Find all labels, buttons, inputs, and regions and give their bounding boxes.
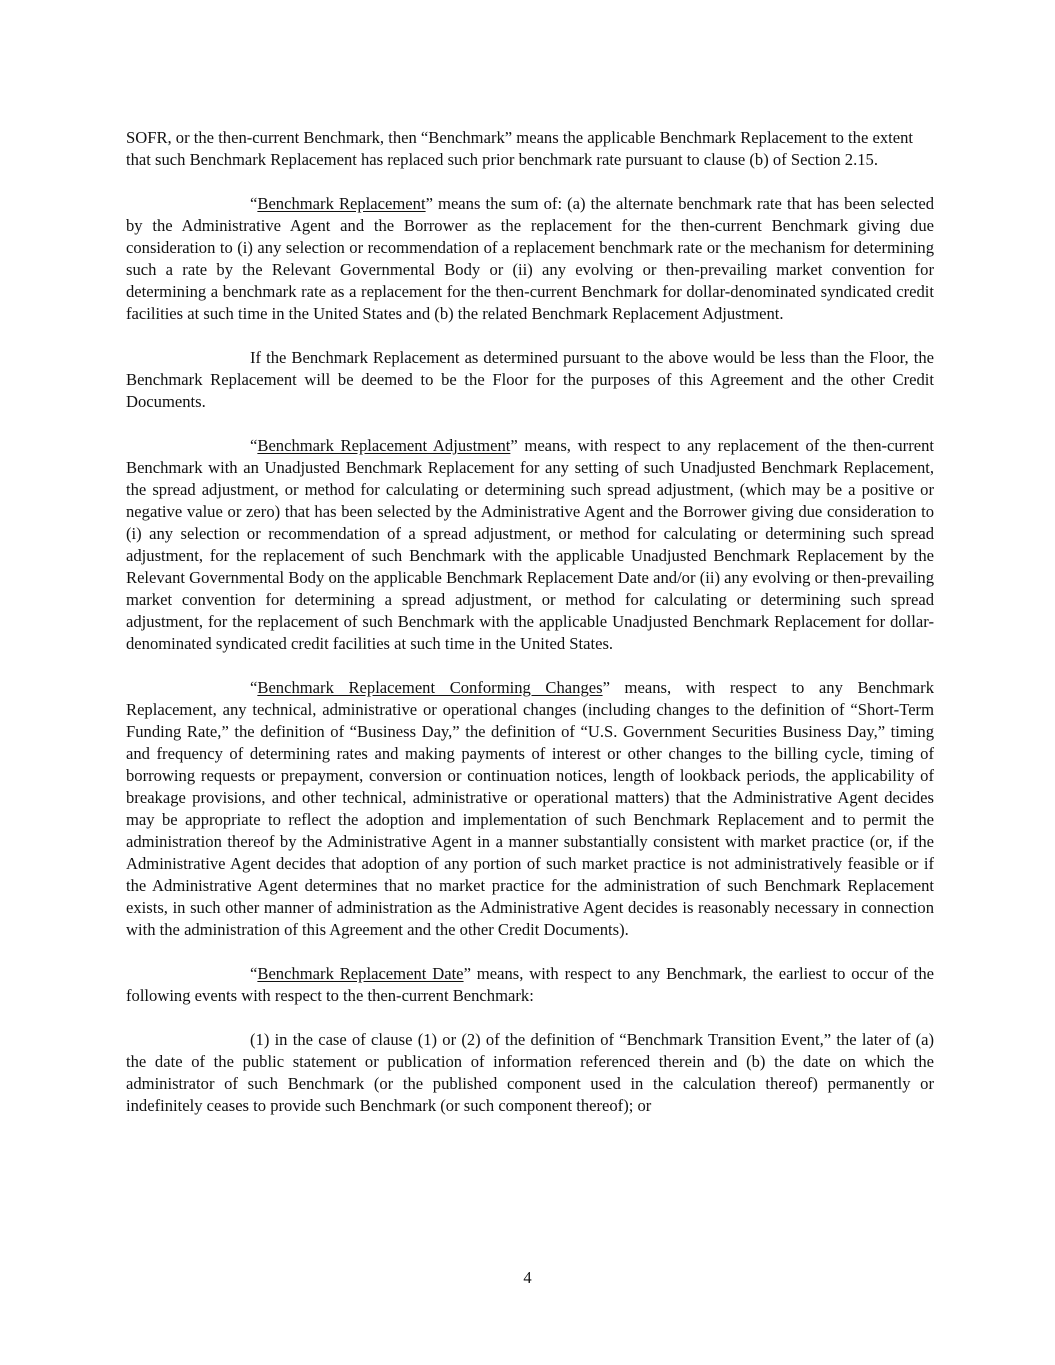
open-quote: “	[250, 678, 258, 697]
clause-1	[126, 1029, 934, 1117]
defined-term: Benchmark Replacement Adjustment	[257, 436, 511, 455]
definition-benchmark-replacement-conforming-changes	[126, 677, 934, 941]
definition-benchmark-replacement-adjustment	[126, 435, 934, 655]
defined-term: Benchmark Replacement Conforming Changes	[257, 678, 603, 697]
defined-term: Benchmark Replacement Date	[257, 964, 464, 983]
paragraph-benchmark-continuation	[126, 127, 934, 171]
document-page	[126, 127, 934, 1139]
definition-benchmark-replacement	[126, 193, 934, 325]
paragraph-text: SOFR, or the then-current Benchmark, then “Benchmark” means the applicable Benchmark Replacement to the extent that such Benchmark Replacement has replaced such prior benchmark rate pursuant to clause (b) of Section 2.15.	[126, 128, 914, 169]
page-number: 4	[523, 1268, 532, 1287]
paragraph-floor	[126, 347, 934, 413]
open-quote: “	[250, 964, 258, 983]
defined-term: Benchmark Replacement	[257, 194, 426, 213]
open-quote: “	[250, 194, 258, 213]
definition-benchmark-replacement-date	[126, 963, 934, 1007]
definition-text: ” means, with respect to any replacement of the then-current Benchmark with an Unadjusted Benchmark Replacement for any setting of such Unadjusted Benchmark Replacement, the spread adjustment, or method for calculating or determining such spread adjustment, (which may be a positive or negative value or zero) that has been selected by the Administrative Agent and the Borrower giving due consideration to (i) any selection or recommendation of a spread adjustment, or method for calculating or determining such spread adjustment, for the replacement of such Benchmark with the applicable Unadjusted Benchmark Replacement by the Relevant Governmental Body on the applicable Benchmark Replacement Date and/or (ii) any evolving or then-prevailing market convention for determining a spread adjustment, or method for calculating or determining such spread adjustment, for the replacement of such Benchmark with the applicable Unadjusted Benchmark Replacement for dollar-denominated syndicated credit facilities at such time in the United States.	[126, 436, 934, 653]
definition-text: ” means, with respect to any Benchmark Replacement, any technical, administrative or operational changes (including changes to the definition of “Short-Term Funding Rate,” the definition of “Business Day,” the definition of “U.S. Government Securities Business Day,” timing and frequency of determining rates and making payments of interest or other changes to the billing cycle, timing of borrowing requests or prepayment, conversion or continuation notices, length of lookback periods, the applicability of breakage provisions, and other technical, administrative or operational matters) that the Administrative Agent decides may be appropriate to reflect the adoption and implementation of such Benchmark Replacement and to permit the administration thereof by the Administrative Agent in a manner substantially consistent with market practice (or, if the Administrative Agent decides that adoption of any portion of such market practice is not administratively feasible or if the Administrative Agent determines that no market practice for the administration of such Benchmark Replacement exists, in such other manner of administration as the Administrative Agent decides is reasonably necessary in connection with the administration of this Agreement and the other Credit Documents).	[126, 678, 934, 939]
definition-text: ” means the sum of: (a) the alternate benchmark rate that has been selected by the Administrative Agent and the Borrower as the replacement for the then-current Benchmark giving due consideration to (i) any selection or recommendation of a replacement benchmark rate or the mechanism for determining such a rate by the Relevant Governmental Body or (ii) any evolving or then-prevailing market convention for determining a benchmark rate as a replacement for the then-current Benchmark for dollar-denominated syndicated credit facilities at such time in the United States and (b) the related Benchmark Replacement Adjustment.	[126, 194, 934, 323]
paragraph-text: If the Benchmark Replacement as determined pursuant to the above would be less than the Floor, the Benchmark Replacement will be deemed to be the Floor for the purposes of this Agreement and the other Credit Documents.	[126, 348, 934, 411]
definition-text: ” means, with respect to any Benchmark, the earliest to occur of the following events with respect to the then-current Benchmark:	[126, 964, 934, 1005]
paragraph-text: (1) in the case of clause (1) or (2) of the definition of “Benchmark Transition Event,” the later of (a) the date of the public statement or publication of information referenced therein and (b) the date on which the administrator of such Benchmark (or the published component used in the calculation thereof) permanently or indefinitely ceases to provide such Benchmark (or such component thereof); or	[126, 1030, 934, 1115]
open-quote: “	[250, 436, 258, 455]
